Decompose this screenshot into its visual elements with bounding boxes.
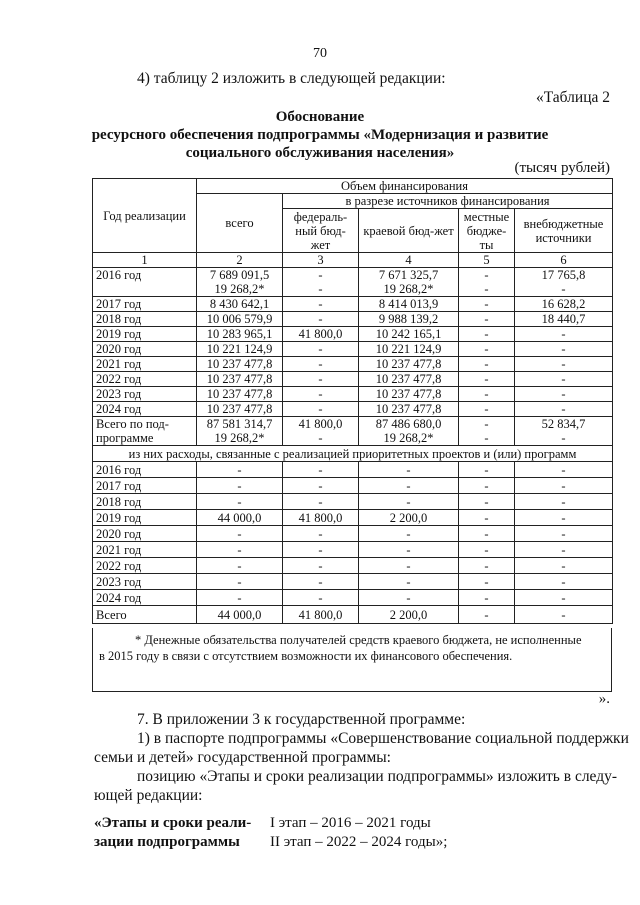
table-row (93, 297, 613, 312)
table-cell: 41 800,0 (283, 606, 359, 624)
table-cell: 10 237 477,8 (197, 402, 283, 417)
table-cell: - (459, 478, 515, 494)
table-cell: 44 000,0 (197, 510, 283, 526)
table-cell: 10 237 477,8 (197, 387, 283, 402)
heading-line-3: социального обслуживания населения» (185, 145, 455, 161)
heading-line-2: ресурсного обеспечения подпрограммы «Модернизация и развитие (91, 127, 549, 143)
header-extra: внебюджетные источники (515, 209, 613, 253)
table-cell: 2024 год (93, 402, 197, 417)
table-cell: - (359, 494, 459, 510)
table-row (93, 268, 613, 283)
table-row (93, 387, 613, 402)
table-cell: 19 268,2* (359, 282, 459, 297)
table-row (93, 327, 613, 342)
table-cell: - (459, 327, 515, 342)
table-cell: 2016 год (93, 268, 197, 283)
intro-line: 4) таблицу 2 изложить в следующей редакции: (137, 70, 446, 87)
table-cell: - (283, 526, 359, 542)
table-cell: 8 430 642,1 (197, 297, 283, 312)
priority-header-row (93, 446, 613, 462)
units-label: (тысяч рублей) (514, 160, 610, 176)
table-cell: 87 486 680,0 (359, 417, 459, 432)
table-cell: - (283, 342, 359, 357)
header-total: всего (197, 194, 283, 253)
column-numbers-row (93, 253, 613, 268)
table-cell: - (515, 574, 613, 590)
table-cell: - (359, 478, 459, 494)
header-federal: федераль-ный бюд-жет (283, 209, 359, 253)
header-local: местные бюдже-ты (459, 209, 515, 253)
col-number: 2 (197, 253, 283, 268)
stages-label-1: «Этапы и сроки реали- (94, 815, 252, 831)
table-cell: 10 237 477,8 (359, 402, 459, 417)
table-cell: - (283, 297, 359, 312)
table-cell: - (515, 494, 613, 510)
table-cell: 10 221 124,9 (359, 342, 459, 357)
table-cell: - (197, 462, 283, 478)
table-cell: - (359, 574, 459, 590)
priority-header: из них расходы, связанные с реализацией приоритетных проектов и (или) программ (93, 446, 613, 462)
table-cell: 8 414 013,9 (359, 297, 459, 312)
table-cell: - (283, 462, 359, 478)
table-cell: - (459, 402, 515, 417)
table-cell: - (459, 372, 515, 387)
table-cell: - (515, 327, 613, 342)
table-cell: - (459, 542, 515, 558)
quote-end: ». (598, 691, 610, 707)
header-regional: краевой бюд-жет (359, 209, 459, 253)
table-row (93, 372, 613, 387)
table-cell: 7 689 091,5 (197, 268, 283, 283)
table-cell: - (515, 387, 613, 402)
table-cell: - (515, 372, 613, 387)
table-row-sub (93, 282, 613, 297)
table-cell: 2 200,0 (359, 510, 459, 526)
table-cell: 2016 год (93, 462, 197, 478)
table-cell: 10 237 477,8 (197, 357, 283, 372)
table-cell: - (515, 478, 613, 494)
table-cell: 18 440,7 (515, 312, 613, 327)
financing-table (92, 178, 613, 624)
table-cell: - (283, 268, 359, 283)
table-cell: - (283, 402, 359, 417)
footnote (92, 628, 612, 692)
table-cell: - (459, 462, 515, 478)
table-cell: - (359, 558, 459, 574)
table-cell: 2021 год (93, 542, 197, 558)
table-cell: - (459, 357, 515, 372)
table-cell: - (459, 342, 515, 357)
table-cell: - (515, 431, 613, 446)
table-cell: - (459, 494, 515, 510)
table-body (93, 179, 613, 624)
table-cell: - (197, 478, 283, 494)
table-heading (0, 108, 640, 162)
table-cell: 2017 год (93, 297, 197, 312)
col-number: 1 (93, 253, 197, 268)
table-cell: - (515, 402, 613, 417)
page-number: 70 (313, 46, 327, 61)
table-cell: 10 006 579,9 (197, 312, 283, 327)
table-cell: - (359, 590, 459, 606)
table-cell: - (283, 282, 359, 297)
table-cell: - (283, 478, 359, 494)
priority-row (93, 590, 613, 606)
col-number: 3 (283, 253, 359, 268)
table-cell: - (197, 494, 283, 510)
footnote-line-1: * Денежные обязательства получателей средств краевого бюджета, не исполненные (135, 633, 582, 647)
table-cell: - (515, 462, 613, 478)
table-cell: - (359, 542, 459, 558)
table-cell: - (459, 297, 515, 312)
heading-line-1: Обоснование (275, 109, 365, 125)
table-cell: 41 800,0 (283, 510, 359, 526)
table-total-row-sub (93, 431, 613, 446)
table-cell: 2024 год (93, 590, 197, 606)
table-cell: - (283, 542, 359, 558)
table-cell: 10 221 124,9 (197, 342, 283, 357)
priority-row (93, 462, 613, 478)
table-cell: 2018 год (93, 494, 197, 510)
table-cell: - (283, 431, 359, 446)
table-cell: - (515, 558, 613, 574)
table-cell: 9 988 139,2 (359, 312, 459, 327)
table-cell: - (459, 431, 515, 446)
paragraph-passport: 1) в паспорте подпрограммы «Совершенствование социальной поддержки (137, 730, 629, 747)
paragraph-position: позицию «Этапы и сроки реализации подпрограммы» изложить в следу- (137, 768, 618, 785)
col-number: 5 (459, 253, 515, 268)
table-cell: - (515, 542, 613, 558)
table-cell: - (283, 590, 359, 606)
table-cell: 41 800,0 (283, 417, 359, 432)
table-cell: 10 242 165,1 (359, 327, 459, 342)
priority-row (93, 558, 613, 574)
table-cell: 2020 год (93, 342, 197, 357)
priority-row (93, 510, 613, 526)
header-year: Год реализации (93, 179, 197, 253)
header-volume: Объем финансирования (197, 179, 613, 194)
table-cell: - (515, 357, 613, 372)
table-cell: - (515, 282, 613, 297)
table-label: «Таблица 2 (535, 89, 610, 106)
table-cell: 44 000,0 (197, 606, 283, 624)
table-cell: - (197, 526, 283, 542)
table-cell: 19 268,2* (197, 282, 283, 297)
table-cell: 19 268,2* (359, 431, 459, 446)
table-cell: - (283, 357, 359, 372)
table-cell: - (459, 417, 515, 432)
table-cell: - (359, 526, 459, 542)
header-sources: в разрезе источников финансирования (283, 194, 613, 209)
stage-2: II этап – 2022 – 2024 годы»; (270, 834, 448, 850)
table-cell: 7 671 325,7 (359, 268, 459, 283)
table-row (93, 357, 613, 372)
table-cell: - (459, 606, 515, 624)
table-cell: 41 800,0 (283, 327, 359, 342)
table-cell: - (197, 558, 283, 574)
table-cell: 2020 год (93, 526, 197, 542)
footnote-line-2: в 2015 году в связи с отсутствием возможности их финансового обеспечения. (99, 649, 513, 663)
stage-1: I этап – 2016 – 2021 годы (270, 815, 431, 831)
table-cell: - (359, 462, 459, 478)
table-cell: - (459, 282, 515, 297)
table-cell: - (197, 542, 283, 558)
table-cell: 2022 год (93, 558, 197, 574)
table-cell: - (515, 590, 613, 606)
table-cell: 2023 год (93, 387, 197, 402)
table-cell: - (459, 312, 515, 327)
table-cell: 19 268,2* (197, 431, 283, 446)
table-cell: - (515, 526, 613, 542)
table-cell: 10 283 965,1 (197, 327, 283, 342)
priority-total-row (93, 606, 613, 624)
table-cell: - (459, 574, 515, 590)
table-cell: 16 628,2 (515, 297, 613, 312)
table-cell (93, 282, 197, 297)
table-cell: - (197, 590, 283, 606)
table-cell: - (459, 526, 515, 542)
table-row (93, 312, 613, 327)
priority-row (93, 494, 613, 510)
table-cell: - (515, 606, 613, 624)
table-row (93, 342, 613, 357)
priority-row (93, 478, 613, 494)
table-cell: Всего по под- (93, 417, 197, 432)
paragraph-position-cont: ющей редакции: (94, 787, 203, 804)
table-cell: 2021 год (93, 357, 197, 372)
priority-row (93, 574, 613, 590)
table-cell: - (283, 312, 359, 327)
table-cell: 2023 год (93, 574, 197, 590)
paragraph-7: 7. В приложении 3 к государственной программе: (137, 711, 466, 728)
table-cell: 52 834,7 (515, 417, 613, 432)
priority-row (93, 542, 613, 558)
table-cell: программе (93, 431, 197, 446)
table-total-row (93, 417, 613, 432)
table-cell: 10 237 477,8 (197, 372, 283, 387)
priority-row (93, 526, 613, 542)
table-cell: - (459, 387, 515, 402)
table-cell: 10 237 477,8 (359, 387, 459, 402)
table-cell: 17 765,8 (515, 268, 613, 283)
table-cell: - (515, 510, 613, 526)
table-cell: 2019 год (93, 510, 197, 526)
table-cell: 10 237 477,8 (359, 357, 459, 372)
table-cell: 2018 год (93, 312, 197, 327)
table-cell: 2019 год (93, 327, 197, 342)
table-cell: - (515, 342, 613, 357)
table-cell: 87 581 314,7 (197, 417, 283, 432)
table-cell: 10 237 477,8 (359, 372, 459, 387)
table-cell: 2 200,0 (359, 606, 459, 624)
stages-label-2: зации подпрограммы (94, 834, 240, 850)
table-cell: 2022 год (93, 372, 197, 387)
table-cell: 2017 год (93, 478, 197, 494)
table-cell: - (459, 558, 515, 574)
table-cell: - (283, 558, 359, 574)
col-number: 6 (515, 253, 613, 268)
table-cell: - (459, 510, 515, 526)
table-row (93, 402, 613, 417)
table-cell: - (459, 268, 515, 283)
col-number: 4 (359, 253, 459, 268)
table-cell: - (283, 372, 359, 387)
paragraph-passport-cont: семьи и детей» государственной программы: (94, 749, 391, 766)
table-cell: - (197, 574, 283, 590)
table-cell: - (283, 494, 359, 510)
table-cell: - (459, 590, 515, 606)
table-cell: Всего (93, 606, 197, 624)
table-cell: - (283, 387, 359, 402)
table-cell: - (283, 574, 359, 590)
